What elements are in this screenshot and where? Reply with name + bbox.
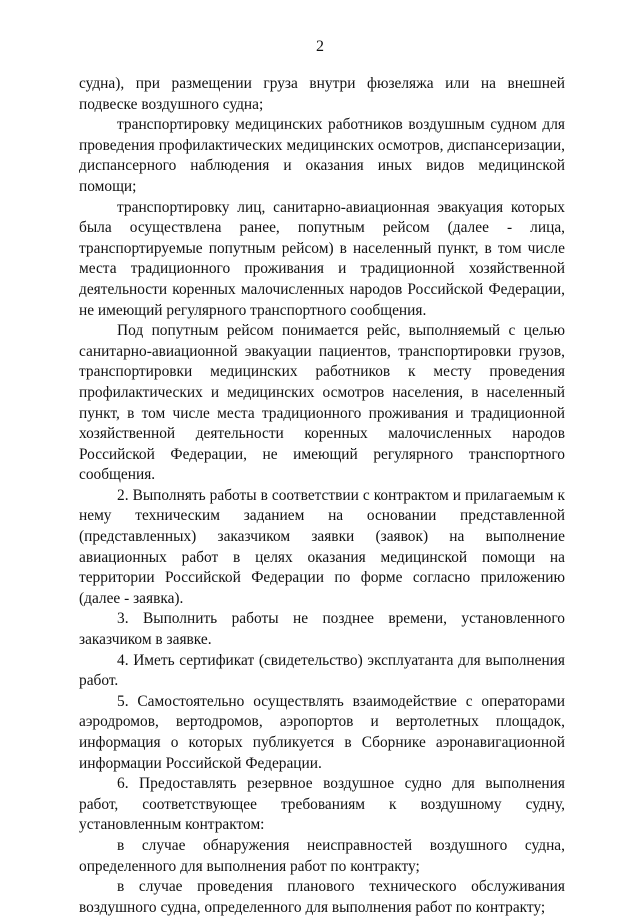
paragraph: 5. Самостоятельно осуществлять взаимодействие с операторами аэродромов, вертодромов, аэропортов и вертолетных площадок, информация о которых публикуется в Сборнике аэронавигационной информации Российской Федерации. (79, 692, 565, 772)
paragraph: 3. Выполнить работы не позднее времени, установленного заказчиком в заявке. (79, 610, 565, 649)
paragraph: транспортировку лиц, санитарно-авиационная эвакуация которых была осуществлена ранее, попутным рейсом (далее - лица, транспортируемые попутным рейсом) в населенный пункт, в том числе места традиционного проживания и традиционной хозяйственной деятельности коренных малочисленных народов Российской Федерации, не имеющий регулярного транспортного сообщения. (79, 198, 565, 319)
page-number: 2 (316, 38, 324, 55)
paragraph: 6. Предоставлять резервное воздушное судно для выполнения работ, соответствующее требованиям к воздушному судну, установленным контрактом: (79, 775, 565, 834)
paragraph: в случае проведения планового технического обслуживания воздушного судна, определенного для выполнения работ по контракту; (79, 878, 565, 916)
paragraph: 4. Иметь сертификат (свидетельство) эксплуатанта для выполнения работ. (79, 651, 565, 690)
paragraph: 2. Выполнять работы в соответствии с контрактом и прилагаемым к нему техническим заданием на основании представленной (представленных) заказчиком заявки (заявок) на выполнение авиационных работ в целях оказания медицинской помощи на территории Российской Федерации по форме согласно приложению (далее - заявка). (79, 486, 565, 607)
paragraph: транспортировку медицинских работников воздушным судном для проведения профилактических медицинских осмотров, диспансеризации, диспансерного наблюдения и оказания иных видов медицинской помощи; (79, 116, 565, 195)
paragraph: судна), при размещении груза внутри фюзеляжа или на внешней подвеске воздушного судна; (79, 75, 565, 113)
paragraph: в случае обнаружения неисправностей воздушного судна, определенного для выполнения работ по контракту; (79, 836, 565, 875)
paragraph: Под попутным рейсом понимается рейс, выполняемый с целью санитарно-авиационной эвакуации пациентов, транспортировки грузов, транспортировки медицинских работников к месту проведения профилактических и медицинских осмотров населения, в населенный пункт, в том числе места традиционного проживания и традиционной хозяйственной деятельности коренных малочисленных народов Российской Федерации, не имеющий регулярного транспортного сообщения. (79, 322, 565, 484)
document-body (79, 74, 565, 918)
